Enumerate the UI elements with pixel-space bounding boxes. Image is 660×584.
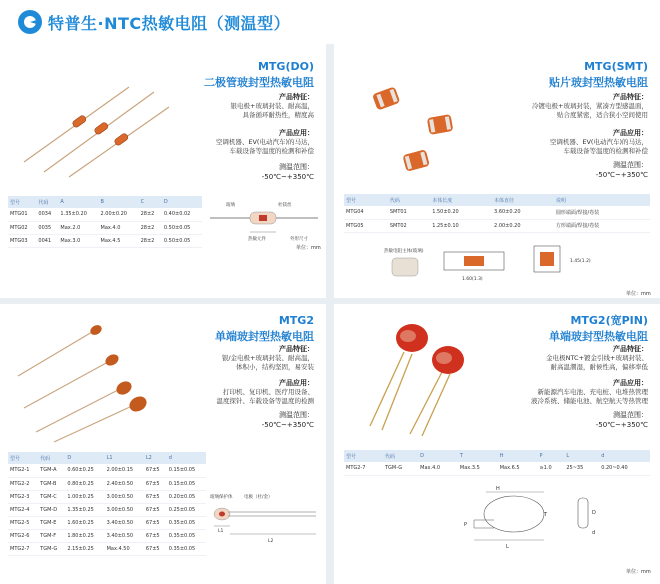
mtg-smt-features-heading: 产品特征：: [613, 93, 648, 101]
mtg2-features-heading: 产品特征：: [279, 345, 314, 353]
diagram-label: L: [506, 544, 509, 550]
mtg2-product-image: [14, 316, 164, 446]
panel-mtg-do: [0, 44, 326, 298]
mtg-smt-applications-heading: 产品应用：: [613, 129, 648, 137]
table-row: MTG2-3 TGM-C 1.00±0.25 3.00±0.50 67±5 0.20±0.05: [8, 490, 206, 503]
table-row: MTG2-7 TGM-G Max.4.0 Max.3.5 Max.6.5 ≥1.0 25~35 0.20~0.40: [344, 462, 650, 475]
mtg-smt-applications: 空调机器、EV(电动汽车)的马达， 车载设备等温度的检测和补偿: [549, 138, 648, 155]
mtg-smt-unit: 单位：mm: [626, 291, 651, 297]
mtg2-applications-heading: 产品应用：: [279, 379, 314, 387]
table-header-row: 型号 代码 D L1 L2 d: [8, 452, 206, 464]
mtg2-spec-table: [8, 452, 206, 556]
table-row: MTG01 0034 1.35±0.20 2.00±0.20 28±2 0.40±0.02: [8, 208, 202, 221]
mtg2-dimension-diagram: [208, 490, 320, 550]
mtg2-wide-features-heading: 产品特征：: [613, 345, 648, 353]
table-header-row: 型号 代码 本体长度 本体直径 说明: [344, 194, 650, 206]
table-header-row: 型号 代码 A B C D: [8, 196, 202, 208]
mtg2-wide-spec-table: [344, 450, 650, 476]
diagram-label: 电极（杜/金）: [244, 495, 273, 500]
panel-mtg2: [0, 298, 326, 584]
mtg-smt-dimension-diagram: [374, 232, 614, 288]
mtg-smt-product-image: [364, 70, 494, 180]
mtg-smt-features: 冷镀电极+玻璃封装，紧凑方型感温面， 贴合度紧密，适合狭小空间使用: [532, 102, 648, 119]
diagram-label: 1.45(1.2): [570, 259, 591, 264]
mtg2-range: 测温范围： -50℃~+350℃: [261, 411, 314, 429]
diagram-label: L1: [218, 529, 224, 534]
mtg2-model: MTG2: [278, 314, 314, 327]
diagram-label: H: [496, 486, 500, 492]
panel-mtg2-wide: [334, 298, 660, 584]
mtg-smt-subtitle: 贴片玻封型热敏电阻: [549, 76, 648, 89]
diagram-label: 1.60(1.3): [462, 277, 483, 282]
mtg-smt-spec-table: [344, 194, 650, 233]
diagram-label: D: [592, 510, 596, 516]
mtg-smt-model: MTG(SMT): [584, 60, 648, 73]
mtg-do-subtitle: 二极管玻封型热敏电阻: [204, 76, 314, 89]
table-row: MTG2-2 TGM-B 0.80±0.25 2.40±0.50 67±5 0.15±0.05: [8, 477, 206, 490]
diagram-label: 玻璃: [226, 203, 235, 208]
table-row: MTG2-5 TGM-E 1.60±0.25 3.40±0.50 67±5 0.35±0.05: [8, 516, 206, 529]
mtg-do-features-heading: 产品特征：: [279, 93, 314, 101]
mtg2-wide-model: MTG2(宽PIN): [570, 314, 648, 327]
page-header: [0, 0, 660, 44]
diagram-label: d: [592, 530, 596, 536]
mtg2-wide-range: 测温范围： -50℃~+350℃: [595, 411, 648, 429]
mtg-do-features: 银电极+玻璃封装、耐高温， 具备循环耐热性，精度高: [230, 102, 314, 119]
diagram-label: 杜镁丝: [278, 203, 292, 208]
table-row: MTG2-7 TGM-G 2.15±0.25 Max.4.50 67±5 0.35±0.05: [8, 542, 206, 555]
table-header-row: 型号 代码 D T H P L d: [344, 450, 650, 462]
column-divider: [326, 44, 334, 584]
mtg2-wide-features: 金电极NTC+镀金引线+玻璃封装、 耐高温潮湿，耐候性高，偏移率低: [546, 354, 648, 371]
mtg2-wide-dimension-diagram: [434, 484, 634, 566]
mtg-do-range: 测温范围： -50℃~+350℃: [261, 163, 314, 181]
mtg2-features: 银/金电极+玻璃封装、耐高温， 体积小，结构坚固，易安装: [221, 354, 314, 371]
diagram-label: 热敏电阻主体(玻璃): [384, 249, 424, 254]
table-row: MTG05 SMT02 1.25±0.10 2.00±0.20 方形端面/焊接/卷装: [344, 219, 650, 232]
mtg2-applications: 打印机、复印机、医疗用设备、 温度探针、车载设备等温度的检测: [216, 388, 314, 405]
mtg2-wide-subtitle: 单端玻封型热敏电阻: [549, 330, 648, 343]
mtg2-wide-applications-heading: 产品应用：: [613, 379, 648, 387]
table-row: MTG2-1 TGM-A 0.60±0.25 2.00±0.15 67±5 0.15±0.05: [8, 464, 206, 477]
mtg-do-dimension-diagram: [206, 194, 322, 244]
diagram-label: P: [464, 522, 468, 528]
table-row: MTG2-4 TGM-D 1.35±0.25 3.00±0.50 67±5 0.25±0.05: [8, 503, 206, 516]
mtg-do-unit: 单位：mm: [296, 245, 321, 251]
diagram-label: L2: [268, 539, 274, 544]
table-row: MTG03 0041 Max.3.0 Max.4.5 28±2 0.50±0.05: [8, 234, 202, 247]
mtg2-wide-unit: 单位：mm: [626, 569, 651, 575]
table-row: MTG02 0035 Max.2.0 Max.4.0 28±2 0.50±0.05: [8, 221, 202, 234]
diagram-label: 玻璃保护体: [210, 495, 233, 500]
diagram-label: T: [544, 512, 548, 518]
panel-mtg-smt: [334, 44, 660, 298]
brand-logo-icon: [18, 10, 42, 34]
mtg2-wide-applications: 新能源汽车电池、充电桩、电堆热管理 液冷系统、储能电池、航空航天等热管理: [531, 388, 648, 405]
mtg-do-model: MTG(DO): [257, 60, 314, 73]
brand: [18, 10, 290, 34]
mtg2-wide-product-image: [364, 318, 494, 438]
diagram-label: 外形尺寸: [290, 237, 308, 242]
mtg-do-spec-table: [8, 196, 202, 248]
mtg-do-product-image: [14, 62, 174, 182]
table-row: MTG04 SMT01 1.50±0.20 3.60±0.20 圆形端面/焊接/卷装: [344, 206, 650, 219]
mtg-do-applications-heading: 产品应用：: [279, 129, 314, 137]
diagram-label: 热敏元件: [248, 237, 266, 242]
mtg-do-applications: 空调机器、EV(电动汽车)的马达， 车载设备等温度的检测和补偿: [215, 138, 314, 155]
mtg-smt-range: 测温范围： -50℃~+350℃: [595, 161, 648, 179]
table-row: MTG2-6 TGM-F 1.80±0.25 3.40±0.50 67±5 0.35±0.05: [8, 529, 206, 542]
mtg2-subtitle: 单端玻封型热敏电阻: [215, 330, 314, 343]
page-title: 特普生·NTC热敏电阻（测温型）: [48, 13, 291, 33]
